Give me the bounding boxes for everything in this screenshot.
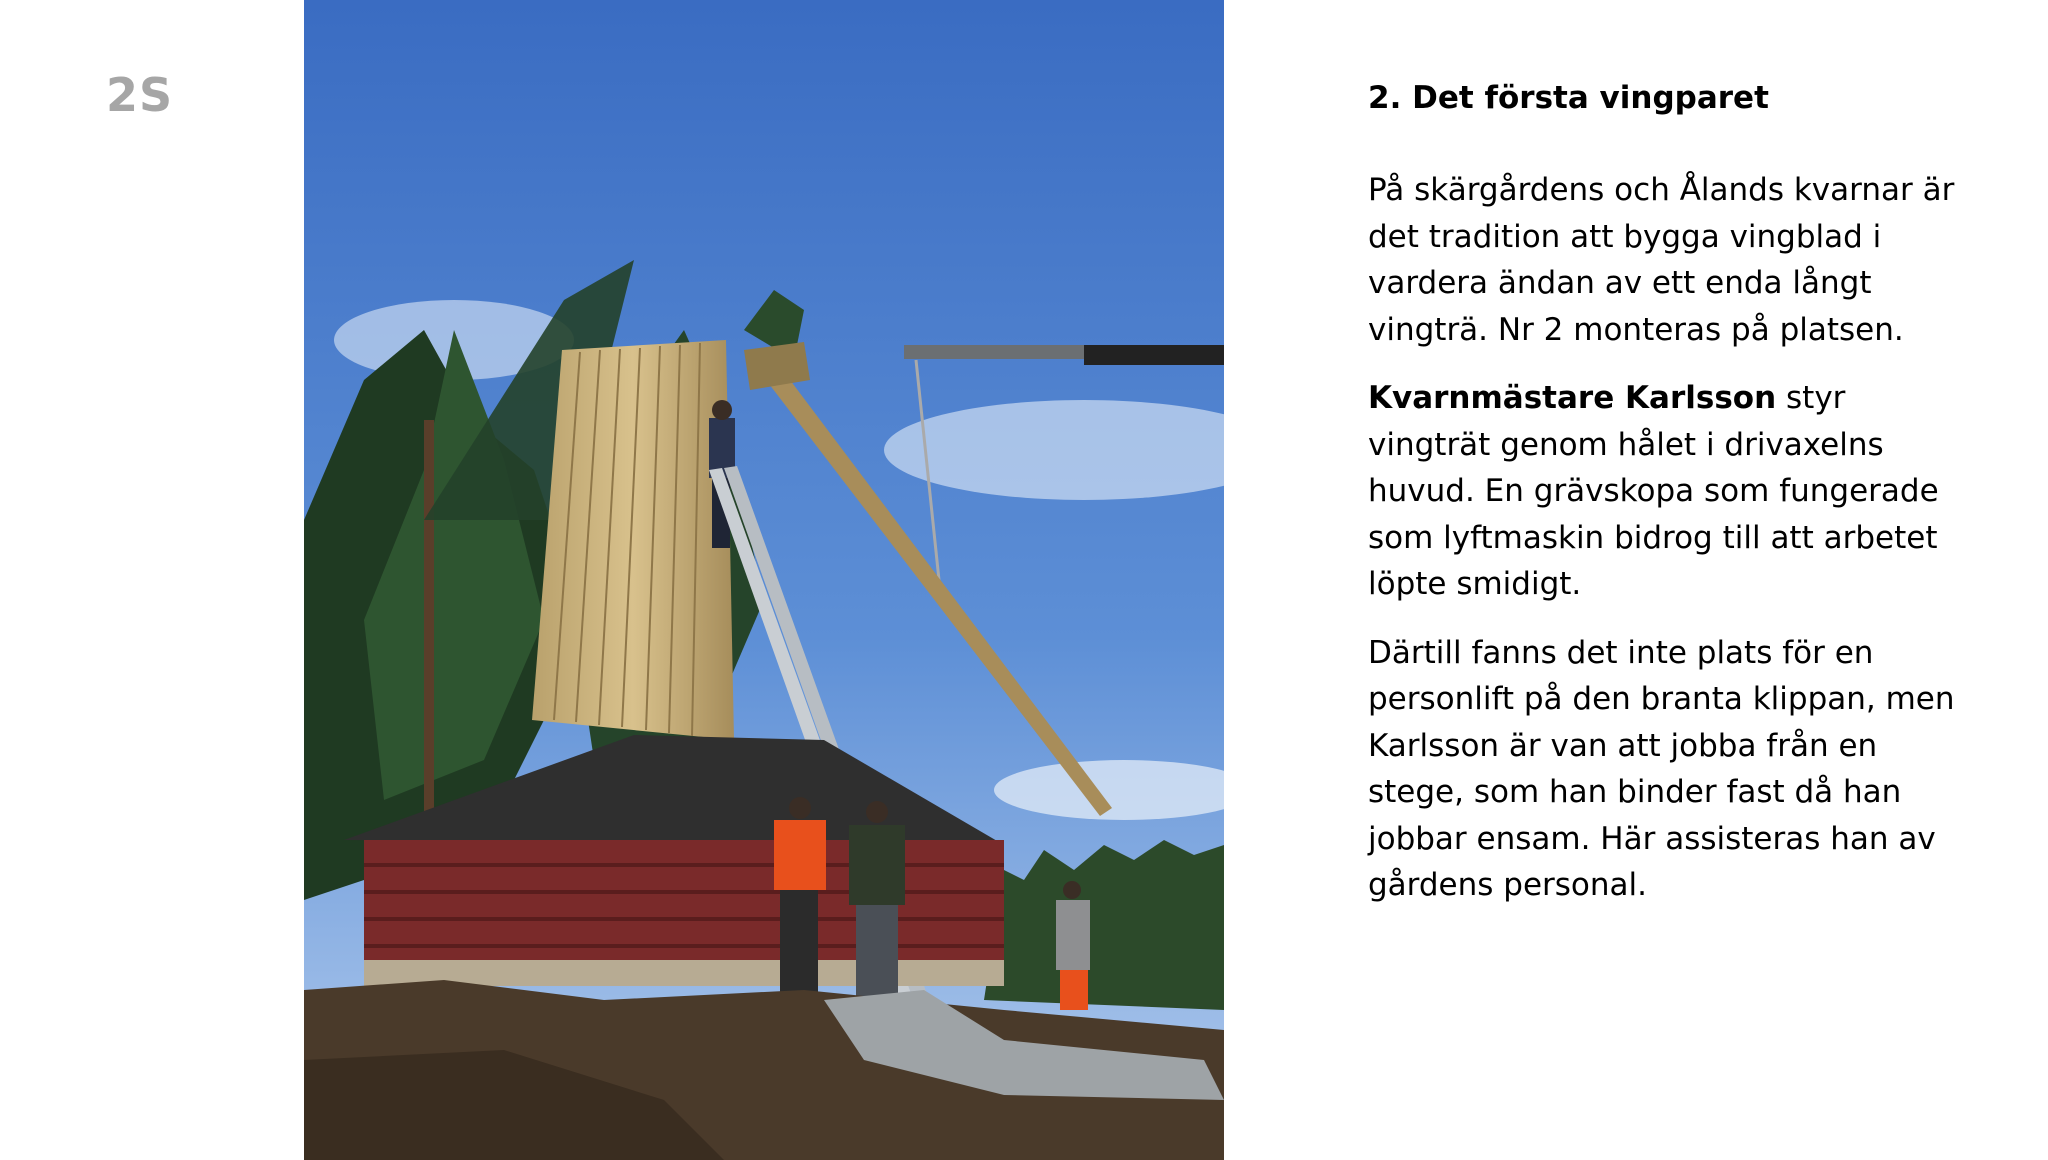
paragraph-1: På skärgårdens och Ålands kvarnar är det tradition att bygga vingblad i vardera ändan av ett enda långt vingträ. Nr 2 monteras på platsen. — [1368, 172, 1955, 348]
text-panel — [1368, 80, 1968, 931]
paragraph-2-bold: Kvarnmästare Karlsson — [1368, 380, 1777, 417]
slide-number: 2S — [106, 68, 174, 122]
slide-heading: 2. Det första vingparet — [1368, 80, 1769, 116]
paragraph-3: Därtill fanns det inte plats för en personlift på den branta klippan, men Karlsson är van att jobba från en stege, som han binder fast då han jobbar ensam. Här assisteras han av gårdens personal. — [1368, 634, 1955, 904]
paragraph-2 — [1368, 375, 1968, 608]
windmill-photo — [304, 0, 1224, 1160]
paragraph-2-rest: styr vingträt genom hålet i drivaxelns huvud. En grävskopa som fungerade som lyftmaskin bidrog till att arbetet löpte smidigt. — [1368, 380, 1939, 603]
